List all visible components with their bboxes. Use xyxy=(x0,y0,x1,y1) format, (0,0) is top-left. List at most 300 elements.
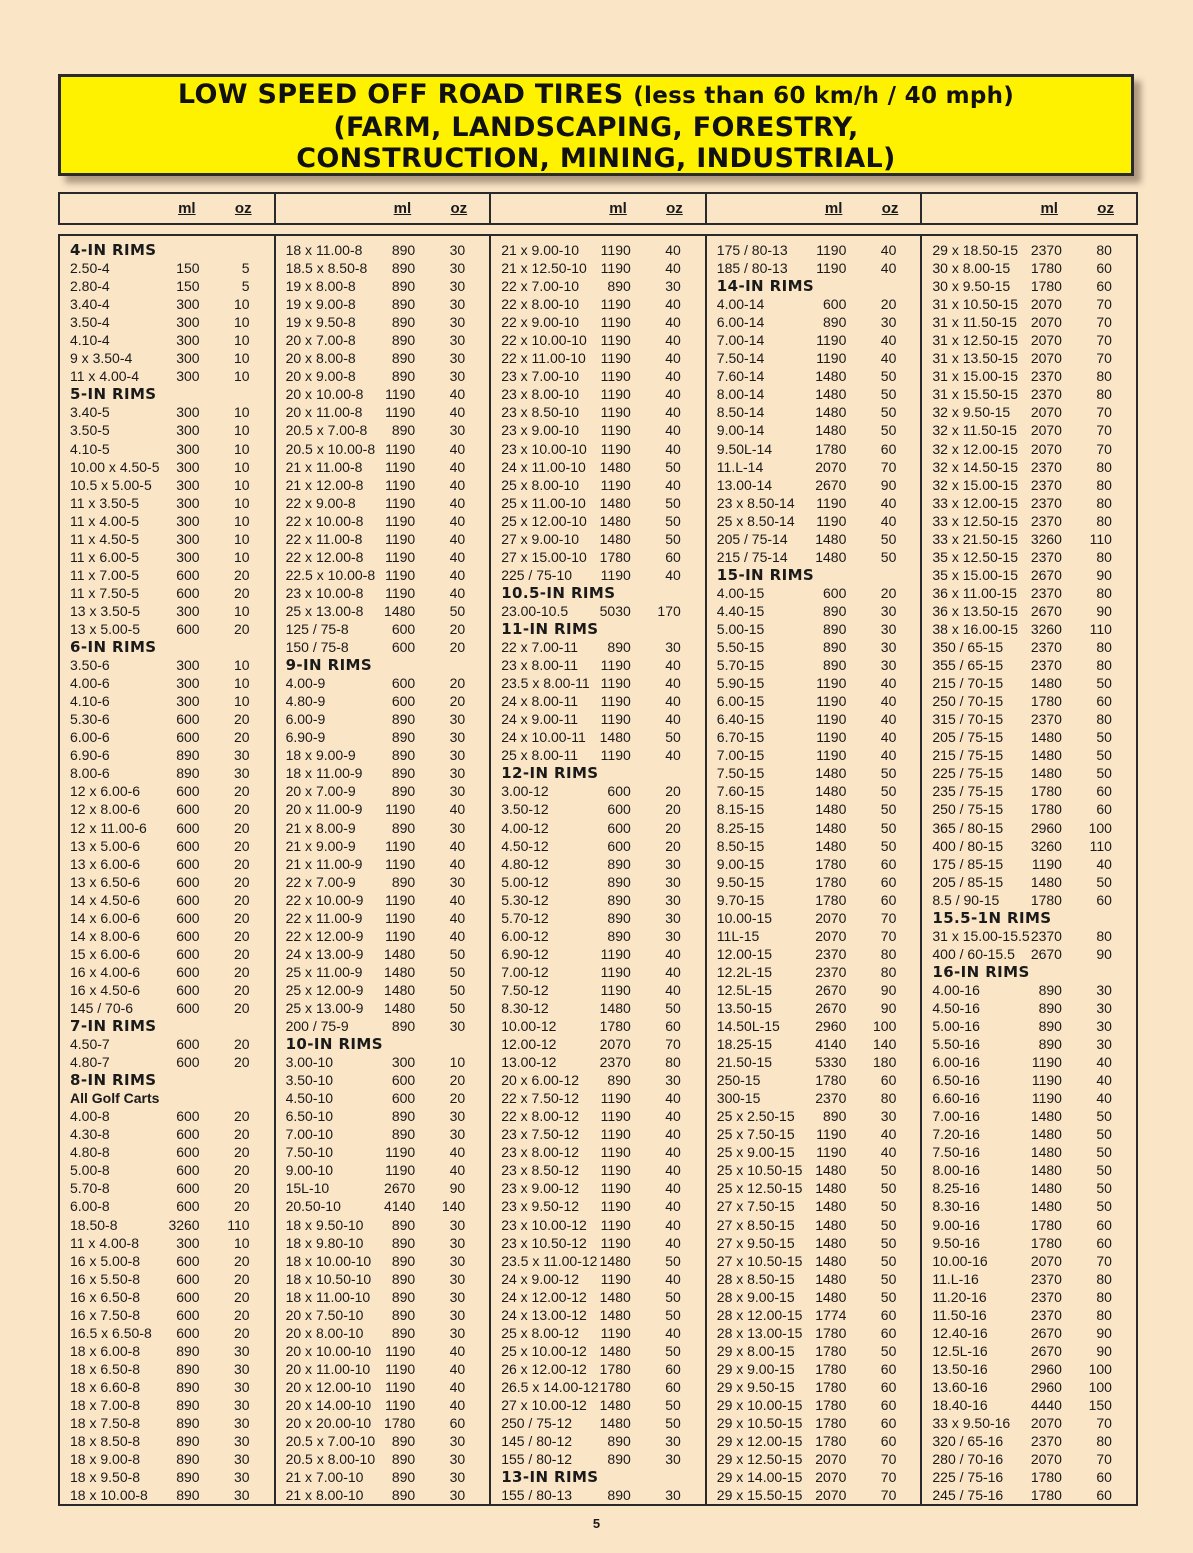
oz-value: 40 xyxy=(449,1162,466,1179)
tire-size: 25 x 7.50-15 xyxy=(716,1126,795,1143)
table-row xyxy=(276,764,490,782)
ml-value: 600 xyxy=(176,711,200,728)
oz-value: 20 xyxy=(234,1306,250,1323)
table-row xyxy=(707,349,921,367)
table-row xyxy=(60,1161,274,1179)
tire-size: 4.00-16 xyxy=(932,981,980,998)
oz-value: 70 xyxy=(1096,422,1112,439)
ml-value: 300 xyxy=(176,602,200,619)
tire-size: 12 x 8.00-6 xyxy=(70,801,141,818)
table-row xyxy=(922,1179,1136,1197)
ml-value: 1190 xyxy=(600,945,631,962)
tire-size: 3.50-4 xyxy=(70,314,110,331)
oz-value: 50 xyxy=(880,1216,897,1233)
tire-size: 7.00-15 xyxy=(716,747,765,764)
table-row xyxy=(276,1197,490,1215)
ml-value: 890 xyxy=(176,1433,200,1450)
table-row xyxy=(922,1197,1136,1215)
oz-value: 20 xyxy=(449,639,466,656)
table-row xyxy=(60,403,274,421)
table-row xyxy=(60,494,274,512)
oz-value: 20 xyxy=(234,1270,250,1287)
oz-value: 10 xyxy=(234,332,250,349)
ml-value: 1480 xyxy=(599,1342,631,1359)
tire-size: 21 x 12.50-10 xyxy=(501,260,587,277)
oz-value: 30 xyxy=(665,927,681,944)
ml-value: 600 xyxy=(176,620,200,637)
ml-value: 1190 xyxy=(1031,1054,1062,1071)
table-row xyxy=(60,1414,274,1432)
tire-size: 31 x 10.50-15 xyxy=(932,296,1018,313)
tire-size: 27 x 10.00-12 xyxy=(501,1397,587,1413)
tire-size: 23 x 10.00-8 xyxy=(285,584,364,601)
table-row xyxy=(60,945,274,963)
oz-value: 50 xyxy=(880,548,897,565)
title-speed-note: (less than 60 km/h / 40 mph) xyxy=(633,83,1015,109)
table-row xyxy=(60,440,274,458)
table-row xyxy=(491,566,705,584)
table-row xyxy=(707,512,921,530)
ml-value: 2070 xyxy=(1030,1252,1062,1269)
tire-size: 3.00-10 xyxy=(285,1054,334,1071)
tire-size: 7.00-16 xyxy=(932,1108,980,1125)
oz-value: 30 xyxy=(1096,981,1112,998)
ml-value: 1780 xyxy=(815,1324,847,1341)
oz-value: 40 xyxy=(665,368,681,385)
table-row xyxy=(707,728,921,746)
table-row xyxy=(60,584,274,602)
tire-size: 3.50-10 xyxy=(285,1072,334,1089)
table-row xyxy=(276,602,490,620)
table-row xyxy=(922,1432,1136,1450)
tire-size: 20 x 8.00-8 xyxy=(285,350,356,367)
tire-size: 23 x 10.50-12 xyxy=(501,1234,587,1251)
table-row xyxy=(707,692,921,710)
oz-value: 90 xyxy=(1096,566,1112,583)
ml-value: 890 xyxy=(607,909,631,926)
oz-value: 60 xyxy=(880,1415,897,1432)
table-row xyxy=(60,1306,274,1324)
ml-value: 1190 xyxy=(385,512,416,529)
table-row xyxy=(707,1252,921,1270)
oz-value: 90 xyxy=(880,981,897,998)
ml-value: 1190 xyxy=(385,476,416,493)
ml-value: 1190 xyxy=(600,711,631,728)
table-row xyxy=(707,548,921,566)
oz-value: 20 xyxy=(234,945,250,962)
ml-value: 1480 xyxy=(1030,1144,1062,1161)
ml-value: 2670 xyxy=(815,999,847,1016)
tire-size: 24 x 9.00-11 xyxy=(501,711,578,728)
tire-size: 20 x 9.00-8 xyxy=(285,368,356,385)
ml-value: 890 xyxy=(391,368,416,385)
table-row xyxy=(707,1125,921,1143)
oz-value: 20 xyxy=(234,837,250,854)
ml-value: 1190 xyxy=(600,1324,631,1341)
table-row xyxy=(276,1234,490,1252)
oz-value: 70 xyxy=(880,927,897,944)
tire-size: 11 x 3.50-5 xyxy=(70,494,140,511)
oz-value: 40 xyxy=(665,1090,681,1107)
tire-size: 23 x 8.00-12 xyxy=(501,1144,580,1161)
table-row xyxy=(60,1396,274,1414)
tire-size: 21.50-15 xyxy=(716,1054,773,1071)
tire-size: 2.50-4 xyxy=(70,260,110,277)
heading-text: All Golf Carts xyxy=(70,1090,160,1107)
tire-size: 4.80-8 xyxy=(70,1144,110,1161)
ml-value: 1480 xyxy=(815,404,847,421)
table-row xyxy=(60,548,274,566)
ml-value: 1480 xyxy=(815,368,847,385)
ml-value: 890 xyxy=(176,747,200,764)
table-row xyxy=(922,674,1136,692)
tire-size: 11L-15 xyxy=(716,927,760,944)
ml-value: 890 xyxy=(823,639,847,656)
tire-size: 32 x 15.00-15 xyxy=(932,476,1018,493)
oz-value: 50 xyxy=(880,530,897,547)
tire-size: 23 x 9.00-12 xyxy=(501,1180,580,1197)
tire-size: 31 x 15.50-15 xyxy=(932,386,1018,403)
ml-value: 2370 xyxy=(1030,386,1062,403)
ml-value: 1190 xyxy=(385,404,416,421)
tire-size: 28 x 9.00-15 xyxy=(716,1288,795,1305)
oz-value: 70 xyxy=(665,1036,681,1053)
oz-value: 60 xyxy=(880,891,897,908)
oz-value: 50 xyxy=(880,783,897,800)
ml-value: 600 xyxy=(176,909,200,926)
oz-value: 50 xyxy=(449,963,466,980)
oz-header: oz xyxy=(234,200,252,217)
tire-size: 6.00-8 xyxy=(70,1198,110,1215)
table-row xyxy=(60,999,274,1017)
oz-value: 40 xyxy=(1096,1090,1112,1107)
tire-size: 13 x 5.00-6 xyxy=(70,837,141,854)
tire-size: 20.5 x 10.00-8 xyxy=(285,440,376,457)
table-row xyxy=(276,981,490,999)
oz-value: 30 xyxy=(665,639,681,656)
ml-value: 4140 xyxy=(384,1198,416,1215)
table-row xyxy=(922,873,1136,891)
rim-section-heading xyxy=(276,1035,490,1053)
oz-value: 20 xyxy=(665,801,681,818)
table-row xyxy=(707,385,921,403)
tire-size: 31 x 11.50-15 xyxy=(932,314,1017,331)
tire-size: 20 x 20.00-10 xyxy=(285,1415,372,1432)
table-row xyxy=(707,476,921,494)
oz-value: 50 xyxy=(880,1342,897,1359)
oz-value: 50 xyxy=(1096,729,1112,746)
table-row xyxy=(60,981,274,999)
oz-value: 40 xyxy=(665,963,681,980)
table-row xyxy=(707,945,921,963)
oz-value: 20 xyxy=(449,693,466,710)
table-row xyxy=(491,1107,705,1125)
ml-value: 1480 xyxy=(815,765,847,782)
table-row xyxy=(707,873,921,891)
table-row xyxy=(707,909,921,927)
ml-value: 1480 xyxy=(1030,873,1062,890)
ml-value: 600 xyxy=(607,801,631,818)
table-row xyxy=(60,620,274,638)
ml-value: 300 xyxy=(176,368,200,385)
ml-value: 2070 xyxy=(1030,350,1062,367)
column-header xyxy=(276,194,492,223)
table-row xyxy=(922,837,1136,855)
tire-size: 29 x 10.00-15 xyxy=(716,1397,803,1413)
tire-size: 18 x 9.50-8 xyxy=(70,1469,141,1486)
table-row xyxy=(491,1035,705,1053)
table-row xyxy=(276,1143,490,1161)
tire-size: 4.00-9 xyxy=(285,675,326,692)
ml-value: 2370 xyxy=(815,945,847,962)
ml-value: 1190 xyxy=(385,1144,416,1161)
tire-size: 18 x 9.00-9 xyxy=(285,747,356,764)
tire-size: 8.00-16 xyxy=(932,1162,980,1179)
table-row xyxy=(276,566,490,584)
ml-value: 1780 xyxy=(1030,1234,1062,1251)
ml-value: 1780 xyxy=(815,1360,847,1377)
oz-value: 30 xyxy=(449,711,466,728)
ml-value: 600 xyxy=(607,783,631,800)
ml-value: 1780 xyxy=(599,1378,631,1395)
table-row xyxy=(276,945,490,963)
tire-size: 11 x 4.00-5 xyxy=(70,512,140,529)
oz-value: 40 xyxy=(449,548,466,565)
oz-value: 80 xyxy=(1096,476,1112,493)
ml-value: 890 xyxy=(391,1433,416,1450)
ml-value: 890 xyxy=(607,927,631,944)
ml-value: 600 xyxy=(176,1252,200,1269)
tire-size: 2.80-4 xyxy=(70,278,110,295)
oz-value: 40 xyxy=(665,981,681,998)
tire-size: 16 x 5.00-8 xyxy=(70,1252,141,1269)
tire-size: 27 x 15.00-10 xyxy=(501,548,587,565)
ml-header: ml xyxy=(178,200,196,217)
table-row xyxy=(922,566,1136,584)
tire-size: 6.00-16 xyxy=(932,1054,980,1071)
table-row xyxy=(922,656,1136,674)
table-row xyxy=(491,1179,705,1197)
tire-size: 11.L-16 xyxy=(932,1270,979,1287)
ml-value: 2070 xyxy=(815,1451,847,1468)
oz-value: 30 xyxy=(665,1433,681,1450)
ml-value: 890 xyxy=(823,620,847,637)
tire-size: 205 / 75-15 xyxy=(932,729,1004,746)
table-row xyxy=(922,638,1136,656)
table-row xyxy=(491,367,705,385)
oz-value: 40 xyxy=(665,296,681,313)
oz-value: 20 xyxy=(449,620,466,637)
table-row xyxy=(276,385,490,403)
oz-value: 40 xyxy=(449,1360,466,1377)
tire-size: 13.00-12 xyxy=(501,1054,557,1071)
tire-size: 15 x 6.00-6 xyxy=(70,945,141,962)
table-row xyxy=(922,1450,1136,1468)
tire-size: 25 x 12.00-10 xyxy=(501,512,587,529)
oz-value: 20 xyxy=(234,1324,250,1341)
tire-size: 23 x 10.00-12 xyxy=(501,1216,587,1233)
ml-value: 600 xyxy=(176,1288,200,1305)
tire-size: 3.50-12 xyxy=(501,801,549,818)
table-row xyxy=(60,1125,274,1143)
ml-value: 890 xyxy=(391,422,416,439)
ml-value: 1190 xyxy=(600,404,631,421)
ml-value: 300 xyxy=(176,1234,200,1251)
oz-value: 40 xyxy=(665,1234,681,1251)
table-row xyxy=(276,403,490,421)
ml-value: 2070 xyxy=(815,1487,847,1504)
table-row xyxy=(707,999,921,1017)
tire-size: 22 x 7.00-10 xyxy=(501,278,580,295)
oz-value: 40 xyxy=(665,386,681,403)
rim-section-heading xyxy=(922,909,1136,927)
table-row xyxy=(707,674,921,692)
oz-value: 50 xyxy=(665,1288,681,1305)
oz-value: 50 xyxy=(665,1342,681,1359)
table-row xyxy=(276,728,490,746)
ml-value: 1480 xyxy=(599,512,631,529)
oz-value: 90 xyxy=(1096,945,1112,962)
tire-size: 22 x 9.00-10 xyxy=(501,314,580,331)
table-row xyxy=(707,313,921,331)
oz-value: 20 xyxy=(234,783,250,800)
oz-value: 40 xyxy=(880,494,897,511)
table-column xyxy=(276,236,492,1504)
oz-value: 50 xyxy=(449,981,466,998)
tire-size: 5.50-15 xyxy=(716,639,765,656)
table-column xyxy=(60,236,276,1504)
ml-value: 1190 xyxy=(385,458,416,475)
ml-value: 1780 xyxy=(1030,693,1062,710)
ml-header: ml xyxy=(1040,200,1058,217)
oz-value: 20 xyxy=(234,927,250,944)
table-row xyxy=(60,710,274,728)
table-row xyxy=(60,963,274,981)
oz-value: 30 xyxy=(665,1072,681,1089)
tire-size: 20 x 11.00-10 xyxy=(285,1360,371,1377)
table-row xyxy=(276,1468,490,1486)
rim-section-heading xyxy=(60,385,274,403)
ml-value: 890 xyxy=(391,1451,416,1468)
ml-value: 600 xyxy=(391,620,416,637)
table-row xyxy=(60,855,274,873)
tire-size: 5.00-16 xyxy=(932,1018,980,1035)
tire-size: 11 x 7.00-5 xyxy=(70,566,140,583)
table-row xyxy=(922,421,1136,439)
oz-value: 40 xyxy=(665,422,681,439)
table-row xyxy=(707,800,921,818)
oz-value: 10 xyxy=(234,422,250,439)
tire-size: 5.00-12 xyxy=(501,873,549,890)
tire-size: 13.50-16 xyxy=(932,1360,988,1377)
tire-size: 20 x 10.00-8 xyxy=(285,386,364,403)
ml-value: 1190 xyxy=(385,927,416,944)
tire-size: 8.00-6 xyxy=(70,765,110,782)
ml-value: 1190 xyxy=(816,332,847,349)
tire-size: 12.2L-15 xyxy=(716,963,773,980)
tire-size: 5.00-15 xyxy=(716,620,765,637)
oz-value: 40 xyxy=(665,1162,681,1179)
tire-size: 215 / 75-15 xyxy=(932,747,1004,764)
ml-value: 1780 xyxy=(1030,891,1062,908)
ml-value: 2370 xyxy=(1030,1433,1062,1450)
heading-text: 12-IN RIMS xyxy=(501,764,599,783)
ml-value: 1190 xyxy=(385,909,416,926)
tire-size: 225 / 75-15 xyxy=(932,765,1004,782)
ml-value: 1190 xyxy=(600,260,631,277)
tire-size: 18 x 6.50-8 xyxy=(70,1360,141,1377)
tire-size: 6.50-10 xyxy=(285,1108,334,1125)
ml-value: 890 xyxy=(391,1288,416,1305)
tire-size: 8.25-16 xyxy=(932,1180,980,1197)
oz-header: oz xyxy=(450,200,468,217)
ml-value: 1780 xyxy=(815,855,847,872)
oz-value: 50 xyxy=(880,801,897,818)
oz-value: 70 xyxy=(1096,1415,1112,1432)
tire-size: 4.40-15 xyxy=(716,602,765,619)
tire-size: 22 x 11.00-10 xyxy=(501,350,586,367)
table-row xyxy=(491,313,705,331)
tire-size: 4.00-12 xyxy=(501,819,549,836)
oz-value: 40 xyxy=(1096,855,1112,872)
ml-value: 1780 xyxy=(815,1378,847,1395)
tire-size: 9.50-15 xyxy=(716,873,765,890)
ml-value: 1480 xyxy=(815,422,847,439)
ml-value: 890 xyxy=(391,1324,416,1341)
table-row xyxy=(60,1179,274,1197)
ml-value: 890 xyxy=(607,855,631,872)
oz-value: 30 xyxy=(449,1451,466,1468)
table-row xyxy=(491,1270,705,1288)
table-row xyxy=(491,277,705,295)
tire-size: 9.50L-14 xyxy=(716,440,773,457)
oz-value: 80 xyxy=(1096,657,1112,674)
oz-value: 50 xyxy=(880,1252,897,1269)
ml-value: 300 xyxy=(176,530,200,547)
ml-value: 1780 xyxy=(1030,1469,1062,1486)
ml-value: 1190 xyxy=(816,747,847,764)
oz-value: 60 xyxy=(1096,260,1112,277)
table-row xyxy=(491,945,705,963)
tire-size: 23 x 10.00-10 xyxy=(501,440,587,457)
table-row xyxy=(707,1432,921,1450)
table-row xyxy=(707,602,921,620)
oz-value: 80 xyxy=(1096,1306,1112,1323)
tire-size: 9 x 3.50-4 xyxy=(70,350,133,367)
table-row xyxy=(276,349,490,367)
tire-size: 20 x 14.00-10 xyxy=(285,1397,372,1413)
oz-value: 30 xyxy=(449,350,466,367)
tire-size: 31 x 12.50-15 xyxy=(932,332,1018,349)
oz-value: 60 xyxy=(665,1360,681,1377)
tire-size: 9.70-15 xyxy=(716,891,765,908)
table-row xyxy=(707,1378,921,1396)
table-row xyxy=(491,674,705,692)
column-header xyxy=(922,194,1136,223)
oz-value: 60 xyxy=(1096,693,1112,710)
ml-value: 1480 xyxy=(1030,1180,1062,1197)
tire-size: 11.L-14 xyxy=(716,458,764,475)
tire-sizing-table xyxy=(58,234,1138,1506)
tire-size: 10.00-15 xyxy=(716,909,773,926)
ml-value: 2370 xyxy=(1030,548,1062,565)
oz-value: 20 xyxy=(234,1288,250,1305)
oz-value: 40 xyxy=(1096,1054,1112,1071)
tire-size: 32 x 9.50-15 xyxy=(932,404,1011,421)
oz-value: 20 xyxy=(880,584,897,601)
oz-value: 20 xyxy=(234,873,250,890)
table-row xyxy=(491,782,705,800)
